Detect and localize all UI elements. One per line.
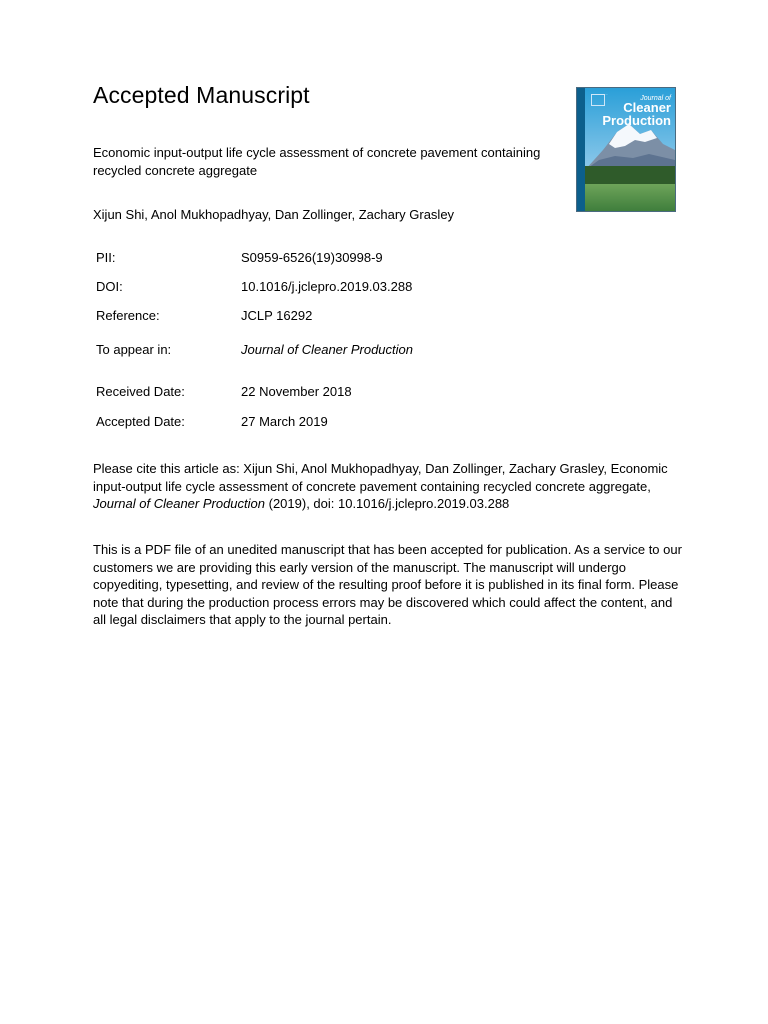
cover-meadow <box>585 184 675 211</box>
accepted-label: Accepted Date: <box>96 414 185 429</box>
journal-cover-image <box>576 87 676 212</box>
citation-prefix: Please cite this article as: Xijun Shi, Anol Mukhopadhyay, Dan Zollinger, Zachary Grasley, Economic input-output life cycle assessment of concrete pavement containing recycled concrete aggregate, <box>93 461 668 494</box>
pii-label: PII: <box>96 250 116 265</box>
journal-name: Journal of Cleaner Production <box>241 342 413 357</box>
received-value: 22 November 2018 <box>241 384 352 399</box>
author-list: Xijun Shi, Anol Mukhopadhyay, Dan Zollinger, Zachary Grasley <box>93 207 455 222</box>
cover-title-line1: Cleaner <box>623 100 671 115</box>
cover-strip <box>577 88 585 211</box>
cover-title-line2: Production <box>602 113 671 128</box>
received-row <box>96 383 656 401</box>
page-heading: Accepted Manuscript <box>93 82 310 108</box>
reference-label: Reference: <box>96 308 160 323</box>
doi-label: DOI: <box>96 279 123 294</box>
article-title: Economic input-output life cycle assessment of concrete pavement containing recycled concrete aggregate <box>93 145 541 178</box>
citation-journal: Journal of Cleaner Production <box>93 496 265 511</box>
cover-journal-word: Journal of <box>640 95 671 102</box>
cover-trees <box>585 166 675 184</box>
reference-value: JCLP 16292 <box>241 308 313 323</box>
doi-row <box>96 278 656 296</box>
received-label: Received Date: <box>96 384 185 399</box>
pii-row <box>96 249 656 267</box>
appear-row <box>96 341 656 359</box>
cover-tiny-text: ............... <box>591 91 608 96</box>
citation-paragraph <box>93 460 683 513</box>
doi-value: 10.1016/j.jclepro.2019.03.288 <box>241 279 413 294</box>
disclaimer-paragraph: This is a PDF file of an unedited manuscript that has been accepted for publication. As a service to our customers we are providing this early version of the manuscript. The manuscript will undergo copyediting, typesetting, and review of the resulting proof before it is published in its final form. Please note that during the production process errors may be discovered which could affect the content, and all legal disclaimers that apply to the journal pertain. <box>93 542 682 627</box>
citation-suffix: (2019), doi: 10.1016/j.jclepro.2019.03.288 <box>265 496 510 511</box>
accepted-row <box>96 413 656 431</box>
appear-label: To appear in: <box>96 342 172 357</box>
accepted-value: 27 March 2019 <box>241 414 328 429</box>
pii-value: S0959-6526(19)30998-9 <box>241 250 383 265</box>
reference-row <box>96 307 656 325</box>
